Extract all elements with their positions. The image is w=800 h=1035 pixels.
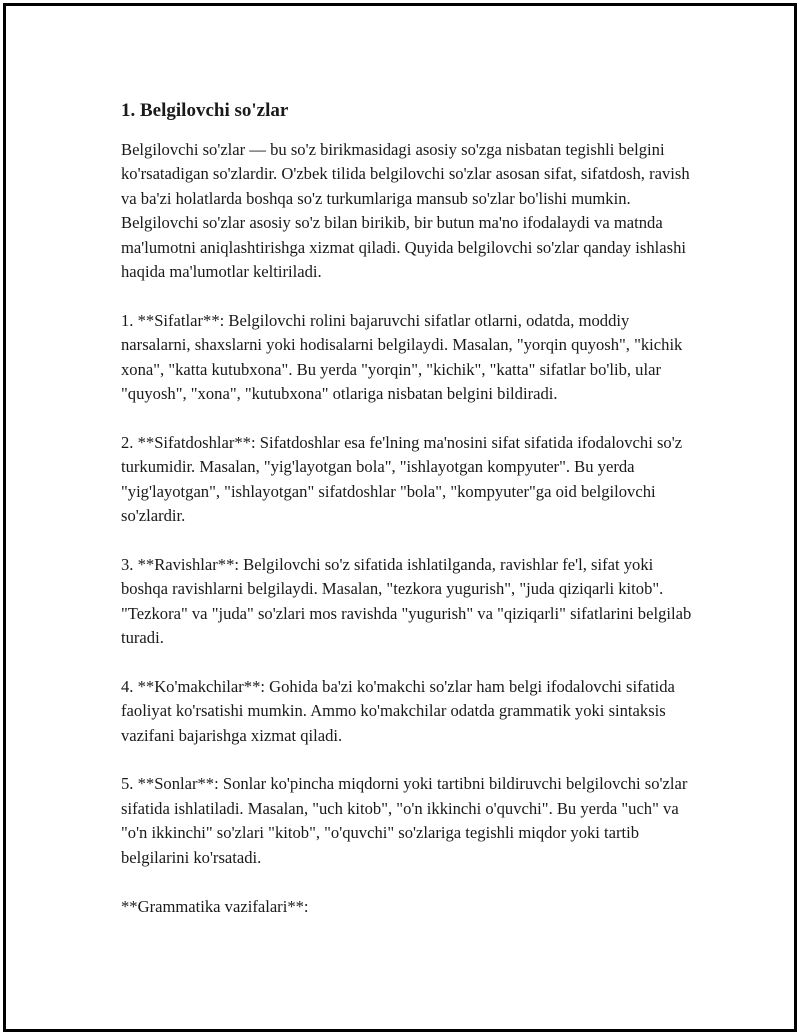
document-title: 1. Belgilovchi so'zlar (121, 100, 289, 121)
page-frame (3, 3, 797, 1032)
paragraph-intro: Belgilovchi so'zlar — bu so'z birikmasidagi asosiy so'zga nisbatan tegishli belgini ko'rsatadigan so'zlardir. O'zbek tilida belgilovchi so'zlar asosan sifat, sifatdosh, ravish va ba'zi holatlarda boshqa so'z turkumlariga mansub so'zlar bo'lishi mumkin. Belgilovchi so'zlar asosiy so'z bilan birikib, bir butun ma'no ifodalaydi va matnda ma'lumotni aniqlashtirishga xizmat qiladi. Quyida belgilovchi so'zlar qanday ishlashi haqida ma'lumotlar keltiriladi. (121, 140, 690, 282)
paragraph-sonlar: 5. **Sonlar**: Sonlar ko'pincha miqdorni yoki tartibni bildiruvchi belgilovchi so'zlar sifatida ishlatiladi. Masalan, "uch kitob", "o'n ikkinchi o'quvchi". Bu yerda "uch" va "o'n ikkinchi" so'zlari "kitob", "o'quvchi" so'zlariga tegishli miqdor yoki tartib belgilarini ko'rsatadi. (121, 774, 688, 867)
paragraph-komakchilar: 4. **Ko'makchilar**: Gohida ba'zi ko'makchi so'zlar ham belgi ifodalovchi sifatida faoliyat ko'rsatishi mumkin. Ammo ko'makchilar odatda grammatik yoki sintaksis vazifani bajarishga xizmat qiladi. (121, 676, 675, 745)
document-body (121, 98, 701, 943)
paragraph-ravishlar: 3. **Ravishlar**: Belgilovchi so'z sifatida ishlatilganda, ravishlar fe'l, sifat yoki boshqa ravishlarni belgilaydi. Masalan, "tezkora yugurish", "juda qiziqarli kitob". "Tezkora" va "juda" so'zlari mos ravishda "yugurish" va "qiziqarli" sifatlarini belgilab turadi. (121, 554, 692, 648)
paragraph-sifatlar: 1. **Sifatlar**: Belgilovchi rolini bajaruvchi sifatlar otlarni, odatda, moddiy narsalarni, shaxslarni yoki hodisalarni belgilaydi. Masalan, "yorqin quyosh", "kichik xona", "katta kutubxona". Bu yerda "yorqin", "kichik", "katta" sifatlar bo'lib, ular "quyosh", "xona", "kutubxona" otlariga nisbatan belgini bildiradi. (121, 310, 683, 404)
paragraph-sifatdoshlar: 2. **Sifatdoshlar**: Sifatdoshlar esa fe'lning ma'nosini sifat sifatida ifodalovchi so'z turkumidir. Masalan, "yig'layotgan bola", "ishlayotgan kompyuter". Bu yerda "yig'layotgan", "ishlayotgan" sifatdoshlar "bola", "kompyuter"ga oid belgilovchi so'zlardir. (121, 432, 683, 526)
paragraph-grammatika-heading: **Grammatika vazifalari**: (121, 896, 309, 916)
